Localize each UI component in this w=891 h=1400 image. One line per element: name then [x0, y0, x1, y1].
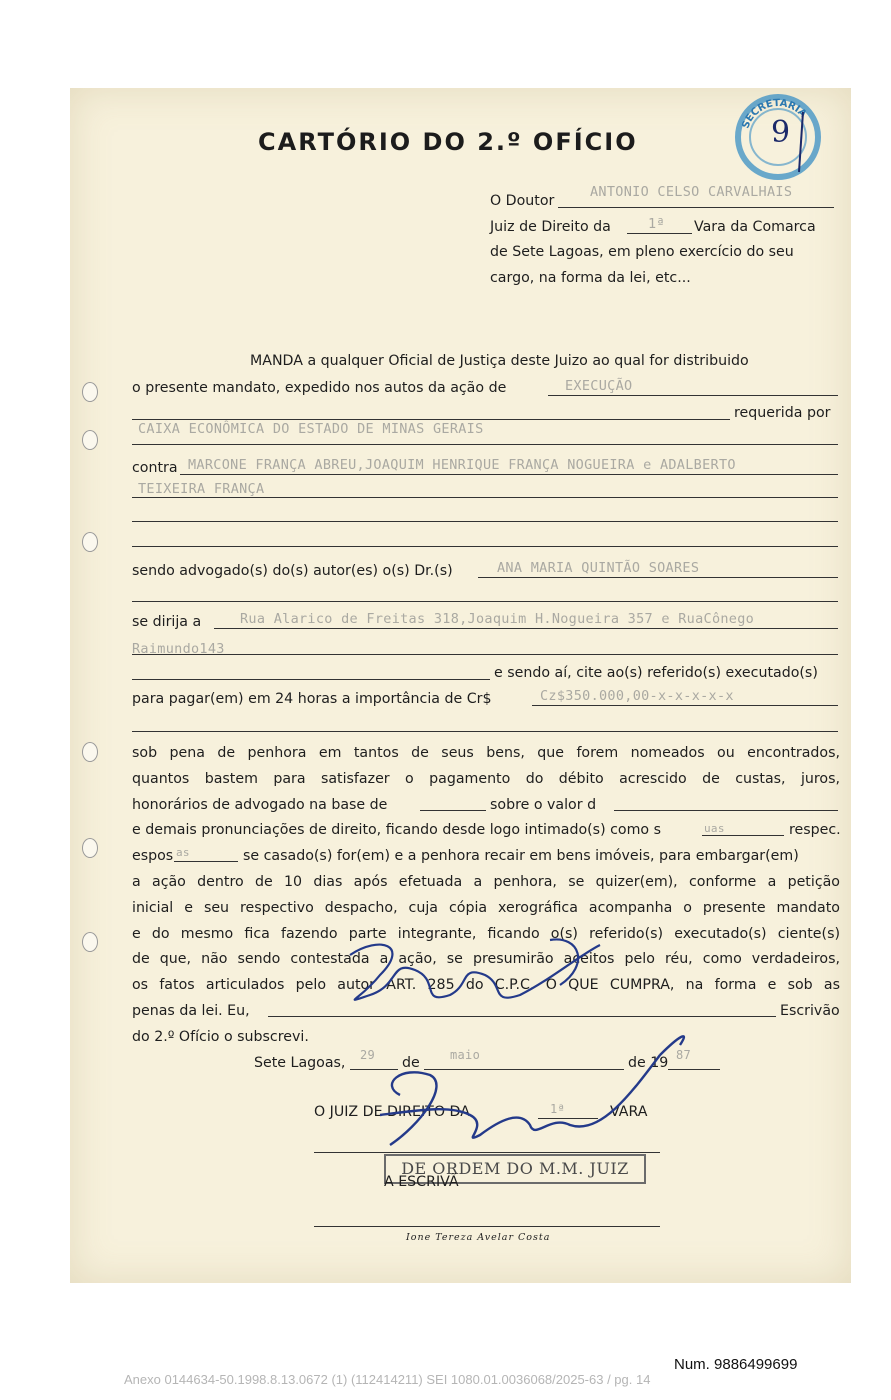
requerente-value: CAIXA ECONÔMICA DO ESTADO DE MINAS GERAIS [138, 421, 484, 437]
escrivao-label: Escrivão [780, 1003, 840, 1019]
manda-text: MANDA a qualquer Oficial de Justiça deste Juizo ao qual for distribuido [250, 353, 749, 369]
endereco-line [214, 628, 838, 629]
contra-line [180, 474, 838, 475]
casado-text: se casado(s) for(em) e a penhora recair em bens imóveis, para embargar(em) [243, 848, 799, 864]
vara-label: VARA [610, 1104, 648, 1120]
dirija-label: se dirija a [132, 614, 202, 630]
blank-line [132, 444, 838, 445]
header-line-3: de Sete Lagoas, em pleno exercício do seu [490, 244, 794, 260]
valor-line [532, 705, 838, 706]
espos-line [174, 861, 238, 862]
acao-value: EXECUÇÃO [565, 378, 633, 394]
vara-number: 1ª [648, 216, 665, 232]
suas-fill: uas [704, 822, 725, 835]
pagar-text: para pagar(em) em 24 horas a importância de Cr$ [132, 691, 492, 707]
contra-value-1: MARCONE FRANÇA ABREU,JOAQUIM HENRIQUE FRANÇA NOGUEIRA e ADALBERTO [188, 457, 736, 473]
binder-hole [82, 532, 98, 552]
binder-hole [82, 838, 98, 858]
contra-value-2: TEIXEIRA FRANÇA [138, 481, 265, 497]
binder-hole [82, 742, 98, 762]
pronunciacoes-text: e demais pronunciações de direito, ficando desde logo intimado(s) como s [132, 822, 662, 838]
honorarios-text: honorários de advogado na base de [132, 797, 388, 813]
subscrevi-text: do 2.º Ofício o subscrevi. [132, 1029, 309, 1045]
endereco-2: Raimundo143 [132, 641, 225, 657]
paragraph-line-10: os fatos articulados pelo autor ART. 285 do C.P.C. O QUE CUMPRA, na forma e sob as [132, 977, 840, 993]
juiz-prefix: Juiz de Direito da [490, 219, 611, 235]
local-text: Sete Lagoas, [254, 1055, 346, 1071]
advogado-name: ANA MARIA QUINTÃO SOARES [497, 560, 700, 576]
doutor-line [558, 207, 834, 208]
secretaria-stamp [733, 92, 823, 182]
ordem-stamp: DE ORDEM DO M.M. JUIZ [384, 1154, 646, 1184]
acao-line [548, 395, 838, 396]
penas-text: penas da lei. Eu, [132, 1003, 250, 1019]
page-title: CARTÓRIO DO 2.º OFÍCIO [258, 128, 638, 156]
blank-line [132, 419, 730, 420]
paragraph-line-8: e do mesmo fica fazendo parte integrante, ficando o(s) referido(s) executado(s) ciente(s) [132, 926, 840, 942]
sobre-text: sobre o valor d [490, 797, 597, 813]
advogado-label: sendo advogado(s) do(s) autor(es) o(s) Dr.(s) [132, 563, 453, 579]
espos-text: espos [132, 848, 174, 864]
blank-line [132, 601, 838, 602]
doutor-label: O Doutor [490, 193, 555, 209]
paragraph-line-7: inicial e seu respectivo despacho, cuja cópia xerográfica acompanha o presente mandato [132, 900, 840, 916]
escriva-label: A ESCRIVÃ [384, 1174, 459, 1190]
escriva-name: Ione Tereza Avelar Costa [406, 1232, 551, 1243]
stamp-number: 9 [771, 115, 791, 150]
advogado-line [478, 577, 838, 578]
escriva-signature-line [314, 1226, 660, 1227]
ano-value: 87 [676, 1048, 692, 1062]
paragraph-line-2: quantos bastem para satisfazer o pagamento do débito acrescido de custas, juros, [132, 771, 840, 787]
honorarios-line [420, 810, 486, 811]
stamp-text: SECRETARIA [740, 97, 809, 131]
mes-value: maio [450, 1048, 481, 1062]
vara-line [627, 233, 692, 234]
document-reference: Anexo 0144634-50.1998.8.13.0672 (1) (112414211) SEI 1080.01.0036068/2025-63 / pg. 14 [124, 1372, 651, 1387]
valor-value: Cz$350.000,00-x-x-x-x-x [540, 688, 734, 704]
blank-line [132, 546, 838, 547]
juiz-label: O JUIZ DE DIREITO DA [314, 1104, 470, 1120]
juiz-vara-number: 1ª [550, 1102, 566, 1116]
de-text-1: de [402, 1055, 420, 1071]
signature-scribble [320, 925, 620, 1020]
blank-line [132, 497, 838, 498]
juiz-suffix: Vara da Comarca [694, 219, 816, 235]
contra-label: contra [132, 460, 178, 476]
paragraph-line-6: a ação dentro de 10 dias após efetuada a penhora, se quizer(em), conforme a petição [132, 874, 840, 890]
cite-text: e sendo aí, cite ao(s) referido(s) executado(s) [494, 665, 818, 681]
binder-hole [82, 382, 98, 402]
endereco-1: Rua Alarico de Freitas 318,Joaquim H.Nogueira 357 e RuaCônego [240, 611, 755, 627]
doutor-name: ANTONIO CELSO CARVALHAIS [590, 184, 793, 200]
header-line-4: cargo, na forma da lei, etc... [490, 270, 691, 286]
paragraph-line-9: de que, não sendo contestada a ação, se presumirão aceitos pelo réu, como verdadeiros, [132, 951, 840, 967]
requerida-label: requerida por [734, 405, 831, 421]
respec-text: respec. [789, 822, 841, 838]
blank-line [132, 679, 490, 680]
binder-hole [82, 932, 98, 952]
espos-fill: as [176, 846, 190, 859]
suas-line [702, 835, 784, 836]
mandato-text: o presente mandato, expedido nos autos da ação de [132, 380, 507, 396]
blank-line [132, 731, 838, 732]
document-number: Num. 9886499699 [674, 1356, 798, 1373]
sobre-line [614, 810, 838, 811]
binder-hole [82, 430, 98, 450]
de-text-2: de 19 [628, 1055, 669, 1071]
blank-line [132, 654, 838, 655]
blank-line [132, 521, 838, 522]
dia-value: 29 [360, 1048, 376, 1062]
judge-signature [360, 1025, 720, 1170]
paragraph-line-1: sob pena de penhora em tantos de seus bens, que forem nomeados ou encontrados, [132, 745, 840, 761]
